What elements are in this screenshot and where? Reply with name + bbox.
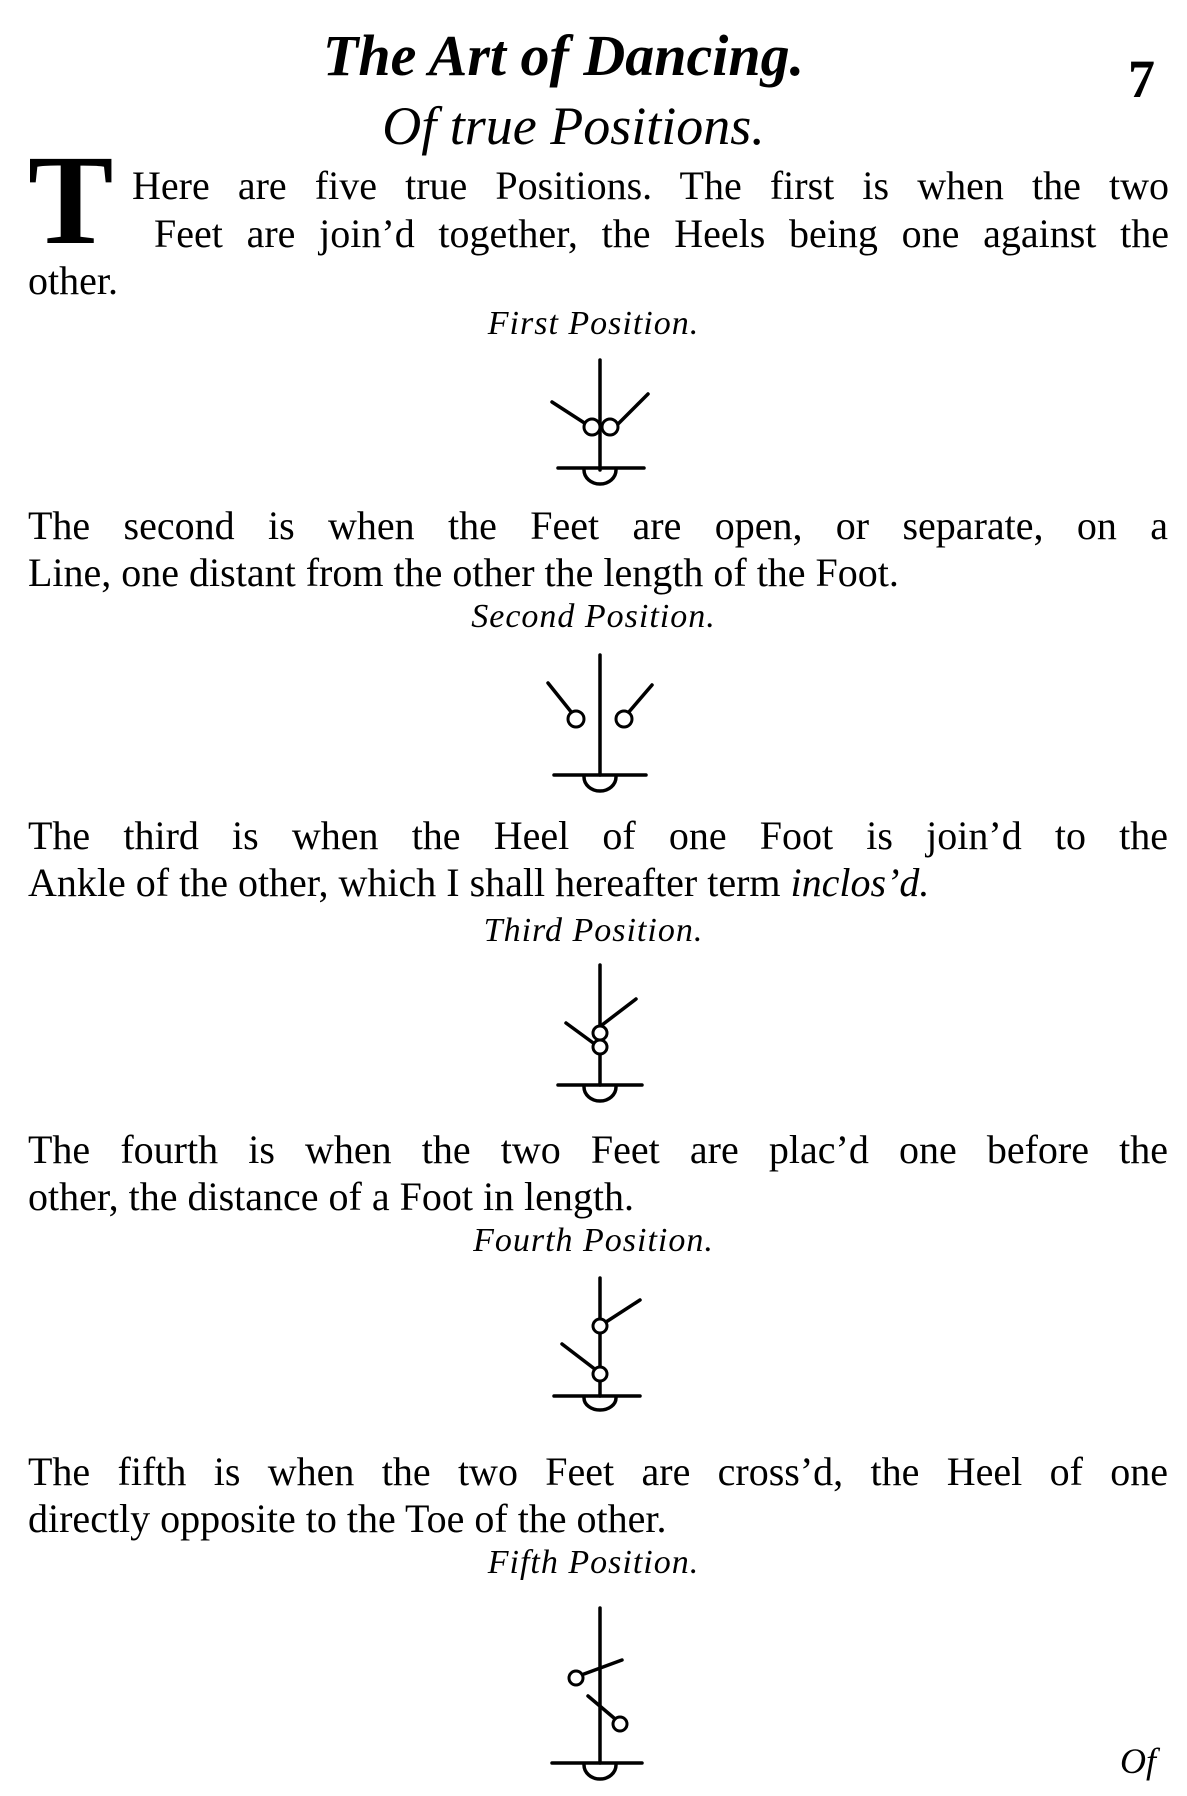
paragraph-second [28, 502, 1168, 596]
third-position-diagram [540, 965, 660, 1105]
paragraph-third [28, 812, 1168, 906]
first-position-diagram [540, 360, 660, 490]
fourth-position-diagram [540, 1278, 660, 1418]
term-inclosd: inclos’d. [790, 860, 930, 905]
caption-second-position: Second Position. [471, 598, 716, 635]
third-line-2-text: Ankle of the other, which I shall hereafter term [28, 860, 781, 905]
caption-fourth-position: Fourth Position. [473, 1222, 714, 1259]
caption-fifth-position: Fifth Position. [487, 1544, 700, 1581]
second-line-2: Line, one distant from the other the length of the Foot. [28, 550, 899, 595]
section-title: Of true Positions. [382, 96, 765, 156]
second-line-1: The second is when the Feet are open, or separate, on a [28, 503, 1168, 548]
fourth-line-1: The fourth is when the two Feet are plac’d one before the [28, 1127, 1168, 1172]
page-number: 7 [1128, 49, 1155, 109]
catchword: Of [1120, 1741, 1156, 1781]
fifth-position-diagram [540, 1608, 660, 1778]
fourth-line-2: other, the distance of a Foot in length. [28, 1174, 635, 1219]
drop-cap: T [28, 129, 114, 271]
intro-line-1: Here are five true Positions. The first is when the two [132, 163, 1169, 208]
third-line-2 [28, 859, 1168, 906]
second-position-diagram [540, 655, 660, 795]
intro-line-3: other. [28, 258, 118, 303]
paragraph-fourth [28, 1126, 1168, 1220]
third-line-1: The third is when the Heel of one Foot is join’d to the [28, 813, 1168, 858]
running-title: The Art of Dancing. [322, 23, 805, 88]
paragraph-fifth [28, 1448, 1168, 1542]
intro-line-2: Feet are join’d together, the Heels being one against the [154, 211, 1169, 256]
caption-first-position: First Position. [487, 305, 700, 342]
caption-third-position: Third Position. [483, 912, 704, 949]
fifth-line-2: directly opposite to the Toe of the other. [28, 1496, 667, 1541]
fifth-line-1: The fifth is when the two Feet are cross’d, the Heel of one [28, 1449, 1168, 1494]
